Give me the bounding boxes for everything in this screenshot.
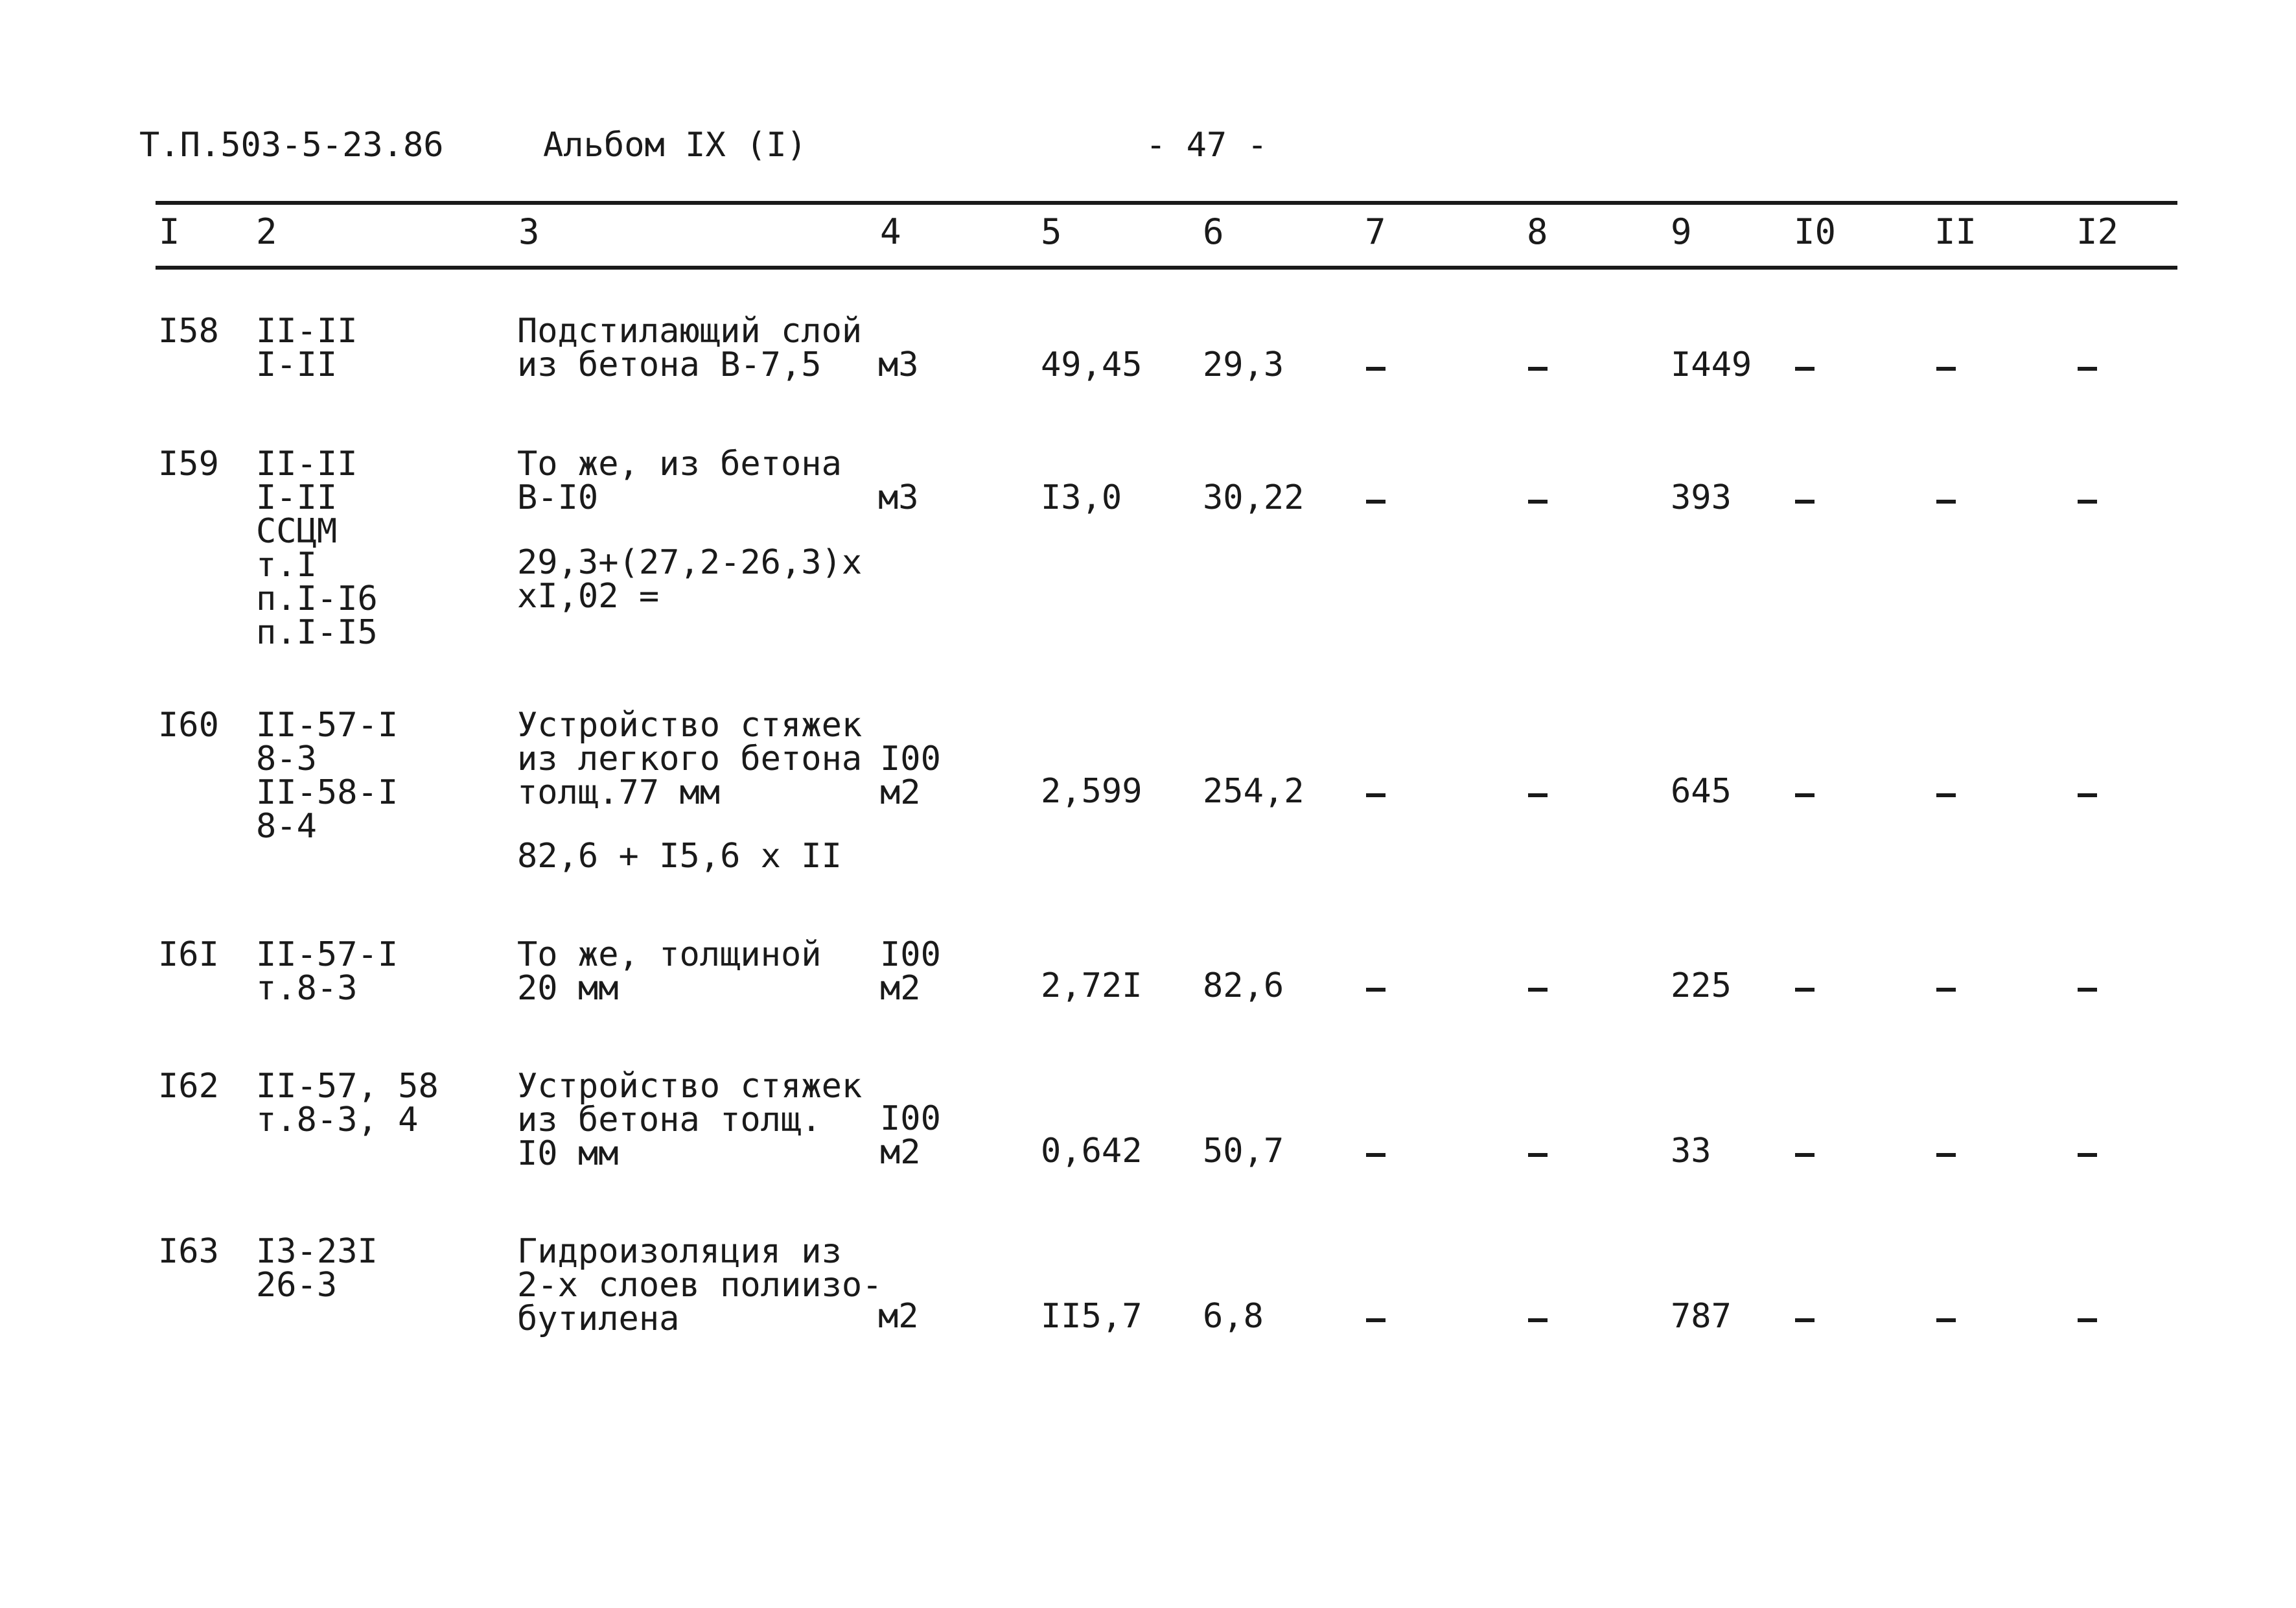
row-number: I63 xyxy=(158,1232,219,1271)
row-number: I59 xyxy=(158,445,219,484)
norm-code: II-II I-II xyxy=(256,312,358,384)
unit-price: 30,22 xyxy=(1203,478,1305,517)
unit-price: 50,7 xyxy=(1203,1132,1284,1171)
dash-col-10 xyxy=(1795,367,1815,371)
total-cost: 393 xyxy=(1671,478,1732,517)
dash-col-8 xyxy=(1528,1318,1548,1322)
column-head-3: 3 xyxy=(518,211,540,252)
table-top-rule xyxy=(156,201,2177,205)
unit-price: 82,6 xyxy=(1203,966,1284,1005)
dash-col-12 xyxy=(2078,988,2097,992)
norm-code: II-57, 58 т.8-3, 4 xyxy=(256,1067,439,1139)
column-head-6: 6 xyxy=(1203,211,1224,252)
column-head-1: I xyxy=(159,211,180,252)
unit: I00 м2 xyxy=(880,740,941,812)
dash-col-11 xyxy=(1936,988,1956,992)
dash-col-10 xyxy=(1795,500,1815,504)
column-head-12: I2 xyxy=(2076,211,2119,252)
dash-col-7 xyxy=(1366,367,1386,371)
dash-col-11 xyxy=(1936,367,1956,371)
column-head-2: 2 xyxy=(256,211,277,252)
quantity: 2,599 xyxy=(1041,772,1142,811)
row-number: I62 xyxy=(158,1067,219,1106)
work-description: То же, из бетона В-I0 xyxy=(517,445,842,517)
column-head-5: 5 xyxy=(1041,211,1062,252)
dash-col-12 xyxy=(2078,367,2097,371)
norm-code: II-II I-II ССЦМ т.I п.I-I6 п.I-I5 xyxy=(256,445,378,652)
column-head-9: 9 xyxy=(1671,211,1692,252)
price-calculation: 29,3+(27,2-26,3)х хI,02 = xyxy=(517,543,863,616)
dash-col-7 xyxy=(1366,793,1386,797)
dash-col-11 xyxy=(1936,500,1956,504)
dash-col-8 xyxy=(1528,500,1548,504)
dash-col-12 xyxy=(2078,1318,2097,1322)
norm-code: II-57-I т.8-3 xyxy=(256,935,399,1008)
dash-col-11 xyxy=(1936,793,1956,797)
work-description: Устройство стяжек из бетона толщ. I0 мм xyxy=(517,1067,863,1173)
dash-col-8 xyxy=(1528,1153,1548,1157)
document-code: Т.П.503-5-23.86 xyxy=(139,126,444,165)
norm-code: II-57-I 8-3 II-58-I 8-4 xyxy=(256,706,399,846)
total-cost: 787 xyxy=(1671,1297,1732,1336)
column-head-4: 4 xyxy=(880,211,901,252)
dash-col-8 xyxy=(1528,367,1548,371)
column-head-10: I0 xyxy=(1794,211,1837,252)
dash-col-8 xyxy=(1528,793,1548,797)
unit-price: 254,2 xyxy=(1203,772,1305,811)
price-calculation: 82,6 + I5,6 х II xyxy=(517,837,842,876)
total-cost: 33 xyxy=(1671,1132,1711,1171)
unit: м3 xyxy=(878,345,919,384)
page-number: - 47 - xyxy=(1146,126,1268,165)
column-head-11: II xyxy=(1934,211,1977,252)
dash-col-7 xyxy=(1366,500,1386,504)
album-label: Альбом IX (I) xyxy=(543,126,807,165)
quantity: II5,7 xyxy=(1041,1297,1142,1336)
dash-col-11 xyxy=(1936,1153,1956,1157)
quantity: 0,642 xyxy=(1041,1132,1142,1171)
unit-price: 6,8 xyxy=(1203,1297,1264,1336)
dash-col-12 xyxy=(2078,1153,2097,1157)
work-description: Устройство стяжек из легкого бетона толщ.77 мм xyxy=(517,706,863,812)
row-number: I60 xyxy=(158,706,219,745)
dash-col-10 xyxy=(1795,1153,1815,1157)
table-header-rule xyxy=(156,266,2177,270)
dash-col-12 xyxy=(2078,793,2097,797)
dash-col-11 xyxy=(1936,1318,1956,1322)
dash-col-7 xyxy=(1366,1153,1386,1157)
work-description: Подстилающий слой из бетона В-7,5 xyxy=(517,312,863,384)
unit: I00 м2 xyxy=(880,1099,941,1172)
work-description: Гидроизоляция из 2-х слоев полиизо- бутилена xyxy=(517,1232,883,1338)
dash-col-10 xyxy=(1795,793,1815,797)
quantity: 49,45 xyxy=(1041,345,1142,384)
dash-col-8 xyxy=(1528,988,1548,992)
dash-col-7 xyxy=(1366,988,1386,992)
row-number: I58 xyxy=(158,312,219,351)
total-cost: 225 xyxy=(1671,966,1732,1005)
quantity: 2,72I xyxy=(1041,966,1142,1005)
dash-col-10 xyxy=(1795,1318,1815,1322)
work-description: То же, толщиной 20 мм xyxy=(517,935,822,1008)
unit: м3 xyxy=(878,478,919,517)
unit: I00 м2 xyxy=(880,935,941,1008)
dash-col-7 xyxy=(1366,1318,1386,1322)
unit: м2 xyxy=(878,1297,919,1336)
quantity: I3,0 xyxy=(1041,478,1122,517)
column-head-8: 8 xyxy=(1527,211,1548,252)
total-cost: 645 xyxy=(1671,772,1732,811)
row-number: I6I xyxy=(158,935,219,974)
unit-price: 29,3 xyxy=(1203,345,1284,384)
norm-code: I3-23I 26-3 xyxy=(256,1232,378,1305)
total-cost: I449 xyxy=(1671,345,1752,384)
dash-col-12 xyxy=(2078,500,2097,504)
dash-col-10 xyxy=(1795,988,1815,992)
column-head-7: 7 xyxy=(1365,211,1386,252)
